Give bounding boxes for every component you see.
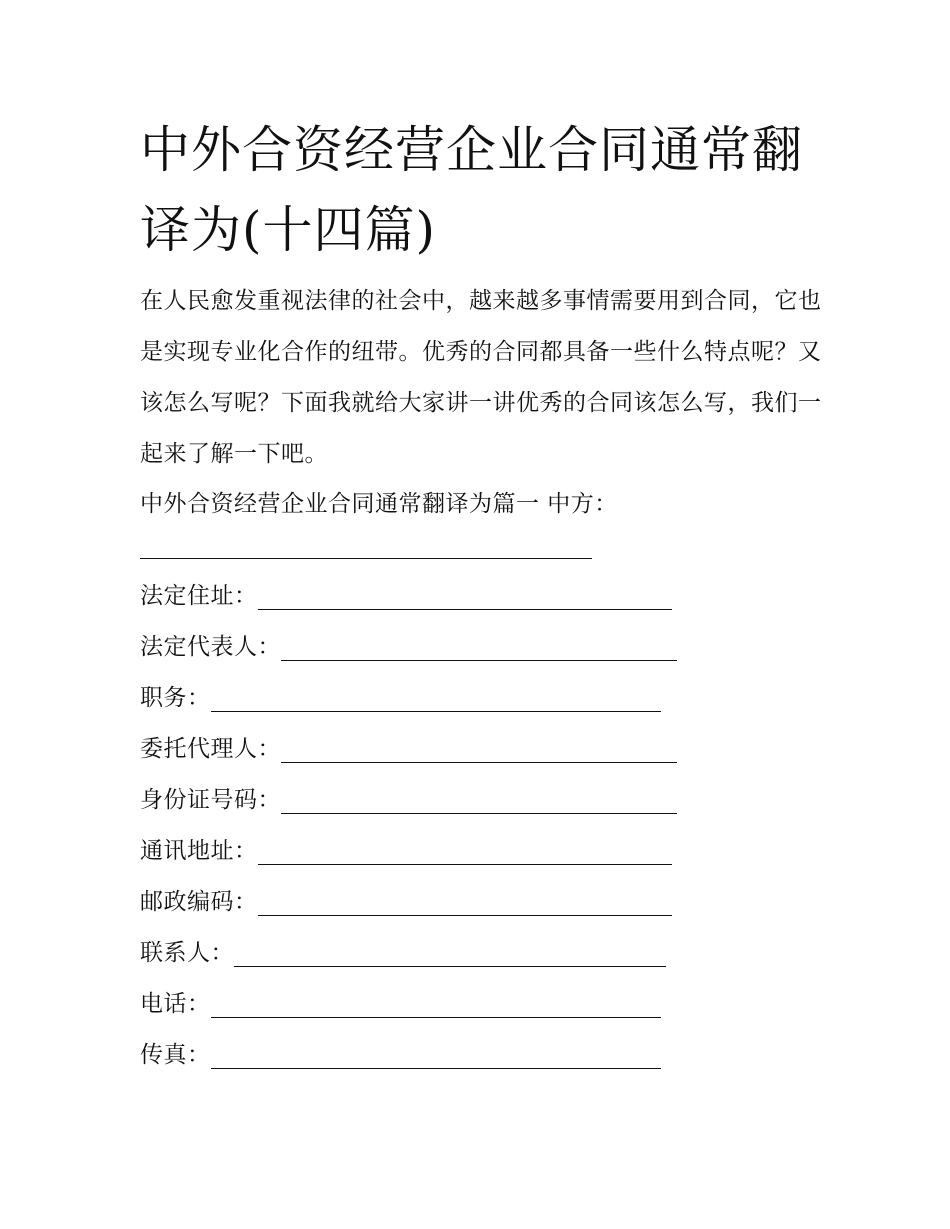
- fill-in-blank: [258, 887, 672, 916]
- field-label: 联系人：: [140, 940, 234, 966]
- field-authorized-agent: [140, 729, 677, 769]
- fill-in-blank: [281, 785, 677, 814]
- fill-in-blank: [211, 989, 661, 1018]
- field-label: 邮政编码：: [140, 889, 258, 915]
- field-label: 法定代表人：: [140, 634, 281, 660]
- field-id-number: [140, 780, 677, 820]
- field-label: 委托代理人：: [140, 736, 281, 762]
- fill-in-blank: [281, 632, 677, 661]
- field-position: [140, 678, 661, 718]
- field-label: 职务：: [140, 685, 211, 711]
- field-telephone: [140, 984, 661, 1024]
- field-fax: [140, 1035, 661, 1075]
- fill-in-blank: [258, 836, 672, 865]
- field-mailing-address: [140, 831, 672, 871]
- field-contact-person: [140, 933, 666, 973]
- fill-in-blank: [234, 938, 666, 967]
- field-label: 法定住址：: [140, 583, 258, 609]
- field-legal-address: [140, 576, 672, 616]
- fill-in-blank: [211, 683, 661, 712]
- fill-in-blank: [281, 734, 677, 763]
- field-label: 通讯地址：: [140, 838, 258, 864]
- field-label: 身份证号码：: [140, 787, 281, 813]
- chinese-party-name-blank: [140, 558, 592, 559]
- field-label: 电话：: [140, 991, 211, 1017]
- fill-in-blank: [258, 581, 672, 610]
- field-legal-representative: [140, 627, 677, 667]
- fill-in-blank: [211, 1040, 661, 1069]
- intro-paragraph: 在人民愈发重视法律的社会中，越来越多事情需要用到合同，它也是实现专业化合作的纽带。优秀的合同都具备一些什么特点呢？又该怎么写呢？下面我就给大家讲一讲优秀的合同该怎么写，我们一起来了解一下吧。: [140, 288, 822, 467]
- field-label: 传真：: [140, 1042, 211, 1068]
- section-heading: 中外合资经营企业合同通常翻译为篇一 中方：: [140, 491, 618, 517]
- document-title: 中外合资经营企业合同通常翻译为(十四篇): [140, 121, 803, 259]
- field-postal-code: [140, 882, 672, 922]
